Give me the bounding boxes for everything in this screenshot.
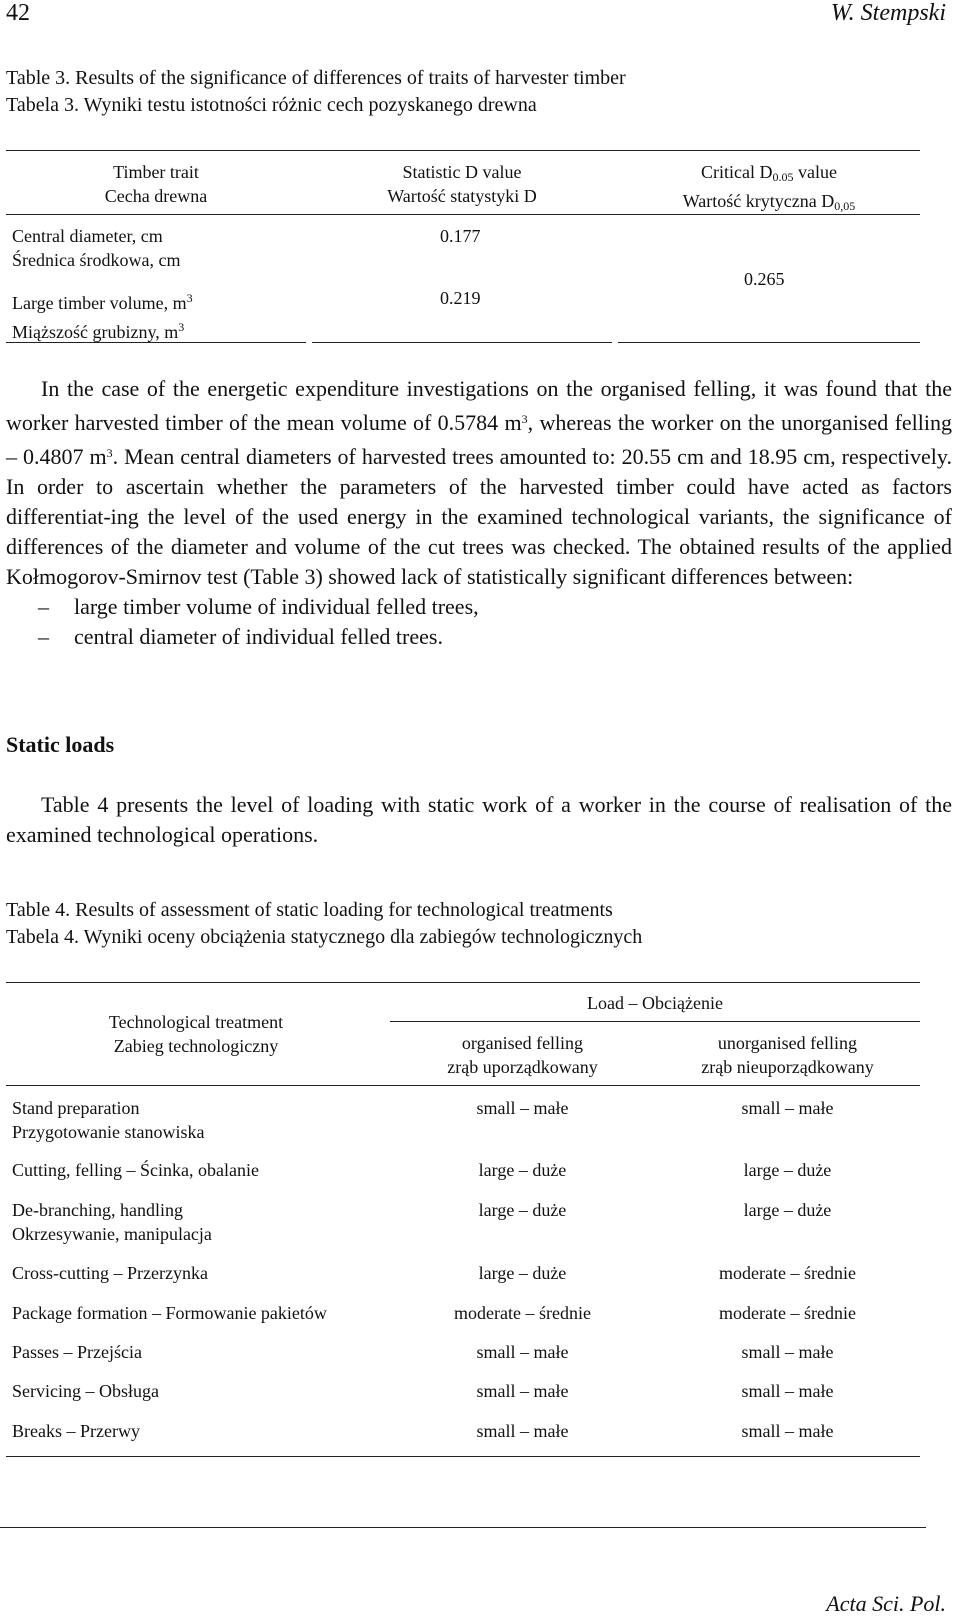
treatment-label: Breaks – Przerwy xyxy=(12,1421,140,1441)
table3-bottom-rule xyxy=(618,342,920,343)
table3-row-d-value: 0.177 xyxy=(440,226,481,246)
list-item: – central diameter of individual felled trees. xyxy=(38,624,443,649)
unorganised-load: large – duże xyxy=(743,1200,832,1220)
organised-load: moderate – średnie xyxy=(454,1303,591,1323)
table4-bottom-rule xyxy=(6,1456,920,1457)
treatment-label: Passes – Przejścia xyxy=(12,1342,142,1362)
treatment-label: De-branching, handling Okrzesywanie, manipulacja xyxy=(12,1200,212,1244)
section-heading: Static loads xyxy=(6,732,115,757)
treatment-label: Cross-cutting – Przerzynka xyxy=(12,1263,208,1283)
table3-top-rule xyxy=(6,150,920,151)
body-paragraph: Table 4 presents the level of loading with static work of a worker in the course of realisation of the examined technological operations. xyxy=(6,792,952,847)
table3-row-trait: Large timber volume, $m^3$ Miąższość grubizny, $m^3$ xyxy=(12,291,193,342)
table3-header-rule xyxy=(6,214,920,215)
table3-header-trait: Timber trait Cecha drewna xyxy=(104,162,208,206)
organised-load: large – duże xyxy=(478,1160,567,1180)
unorganised-load: small – małe xyxy=(741,1421,834,1441)
table4-header-unorganised: unorganised felling zrąb nieuporządkowany xyxy=(701,1033,874,1077)
unorganised-load: small – małe xyxy=(741,1098,834,1118)
organised-load: small – małe xyxy=(476,1381,569,1401)
treatment-label: Stand preparation Przygotowanie stanowiska xyxy=(12,1098,205,1142)
treatment-label: Package formation – Formowanie pakietów xyxy=(12,1303,327,1323)
table3-row-d-value: 0.219 xyxy=(440,288,481,308)
organised-load: small – małe xyxy=(476,1421,569,1441)
table4-caption-pl: Tabela 4. Wyniki oceny obciążenia statycznego dla zabiegów technologicznych xyxy=(6,926,643,948)
running-head-author: W. Stempski xyxy=(830,0,946,26)
list-item: – large timber volume of individual felled trees, xyxy=(38,594,479,619)
treatment-label: Cutting, felling – Ścinka, obalanie xyxy=(12,1160,259,1180)
table4-header-treatment: Technological treatment Zabieg technologiczny xyxy=(108,1012,284,1056)
table3-row-trait: Central diameter, cm Średnica środkowa, cm xyxy=(12,226,181,270)
organised-load: large – duże xyxy=(478,1200,567,1220)
table3-caption-pl: Tabela 3. Wyniki testu istotności różnic cech pozyskanego drewna xyxy=(6,94,537,116)
table3-critical-value: 0.265 xyxy=(744,269,785,289)
table4-caption-en: Table 4. Results of assessment of static loading for technological treatments xyxy=(6,899,613,921)
unorganised-load: small – małe xyxy=(741,1381,834,1401)
table4-header-load: Load – Obciążenie xyxy=(587,993,723,1013)
table4-load-rule xyxy=(390,1021,920,1022)
unorganised-load: small – małe xyxy=(741,1342,834,1362)
unorganised-load: moderate – średnie xyxy=(719,1263,856,1283)
unorganised-load: moderate – średnie xyxy=(719,1303,856,1323)
table4-header-rule xyxy=(6,1085,920,1086)
table3-header-critical: Critical $D_{0.05}$ value Wartość krytyczna $D_{0,05}$ xyxy=(682,162,856,213)
table4-header-organised: organised felling zrąb uporządkowany xyxy=(447,1033,598,1077)
footer-rule xyxy=(0,1527,926,1528)
journal-name: Acta Sci. Pol. xyxy=(826,1591,946,1616)
page-number: 42 xyxy=(6,0,30,26)
unorganised-load: large – duże xyxy=(743,1160,832,1180)
treatment-label: Servicing – Obsługa xyxy=(12,1381,159,1401)
table4-caption xyxy=(6,897,642,951)
table4-top-rule xyxy=(6,982,920,983)
table3-header-statistic: Statistic D value Wartość statystyki D xyxy=(387,162,537,206)
organised-load: large – duże xyxy=(478,1263,567,1283)
organised-load: small – małe xyxy=(476,1098,569,1118)
table3-caption xyxy=(6,65,626,119)
organised-load: small – małe xyxy=(476,1342,569,1362)
table3-bottom-rule xyxy=(312,342,612,343)
body-paragraph: In the case of the energetic expenditure investigations on the organised felling, it was found that the worker harvested timber of the mean volume of 0.5784 $m^3$, whereas the worker on the unorganised felling – 0.4807 $m^3$. Mean central diameters of harvested trees amounted to: 20.55 cm and 18.95 cm, respectively. In order to ascertain whether the parameters of the harvested timber could have acted as factors differentiat-ing the level of the used energy in the examined technological variants, the significance of differences of the diameter and volume of the cut trees was checked. The obtained results of the applied Kołmogorov-Smirnov test (Table 3) showed lack of statistically significant differences between: – large timber volume of individual felled trees, – central diameter of individual felled trees. xyxy=(6,374,952,652)
table3-bottom-rule xyxy=(6,342,306,343)
table3-caption-en: Table 3. Results of the significance of differences of traits of harvester timber xyxy=(6,67,626,89)
